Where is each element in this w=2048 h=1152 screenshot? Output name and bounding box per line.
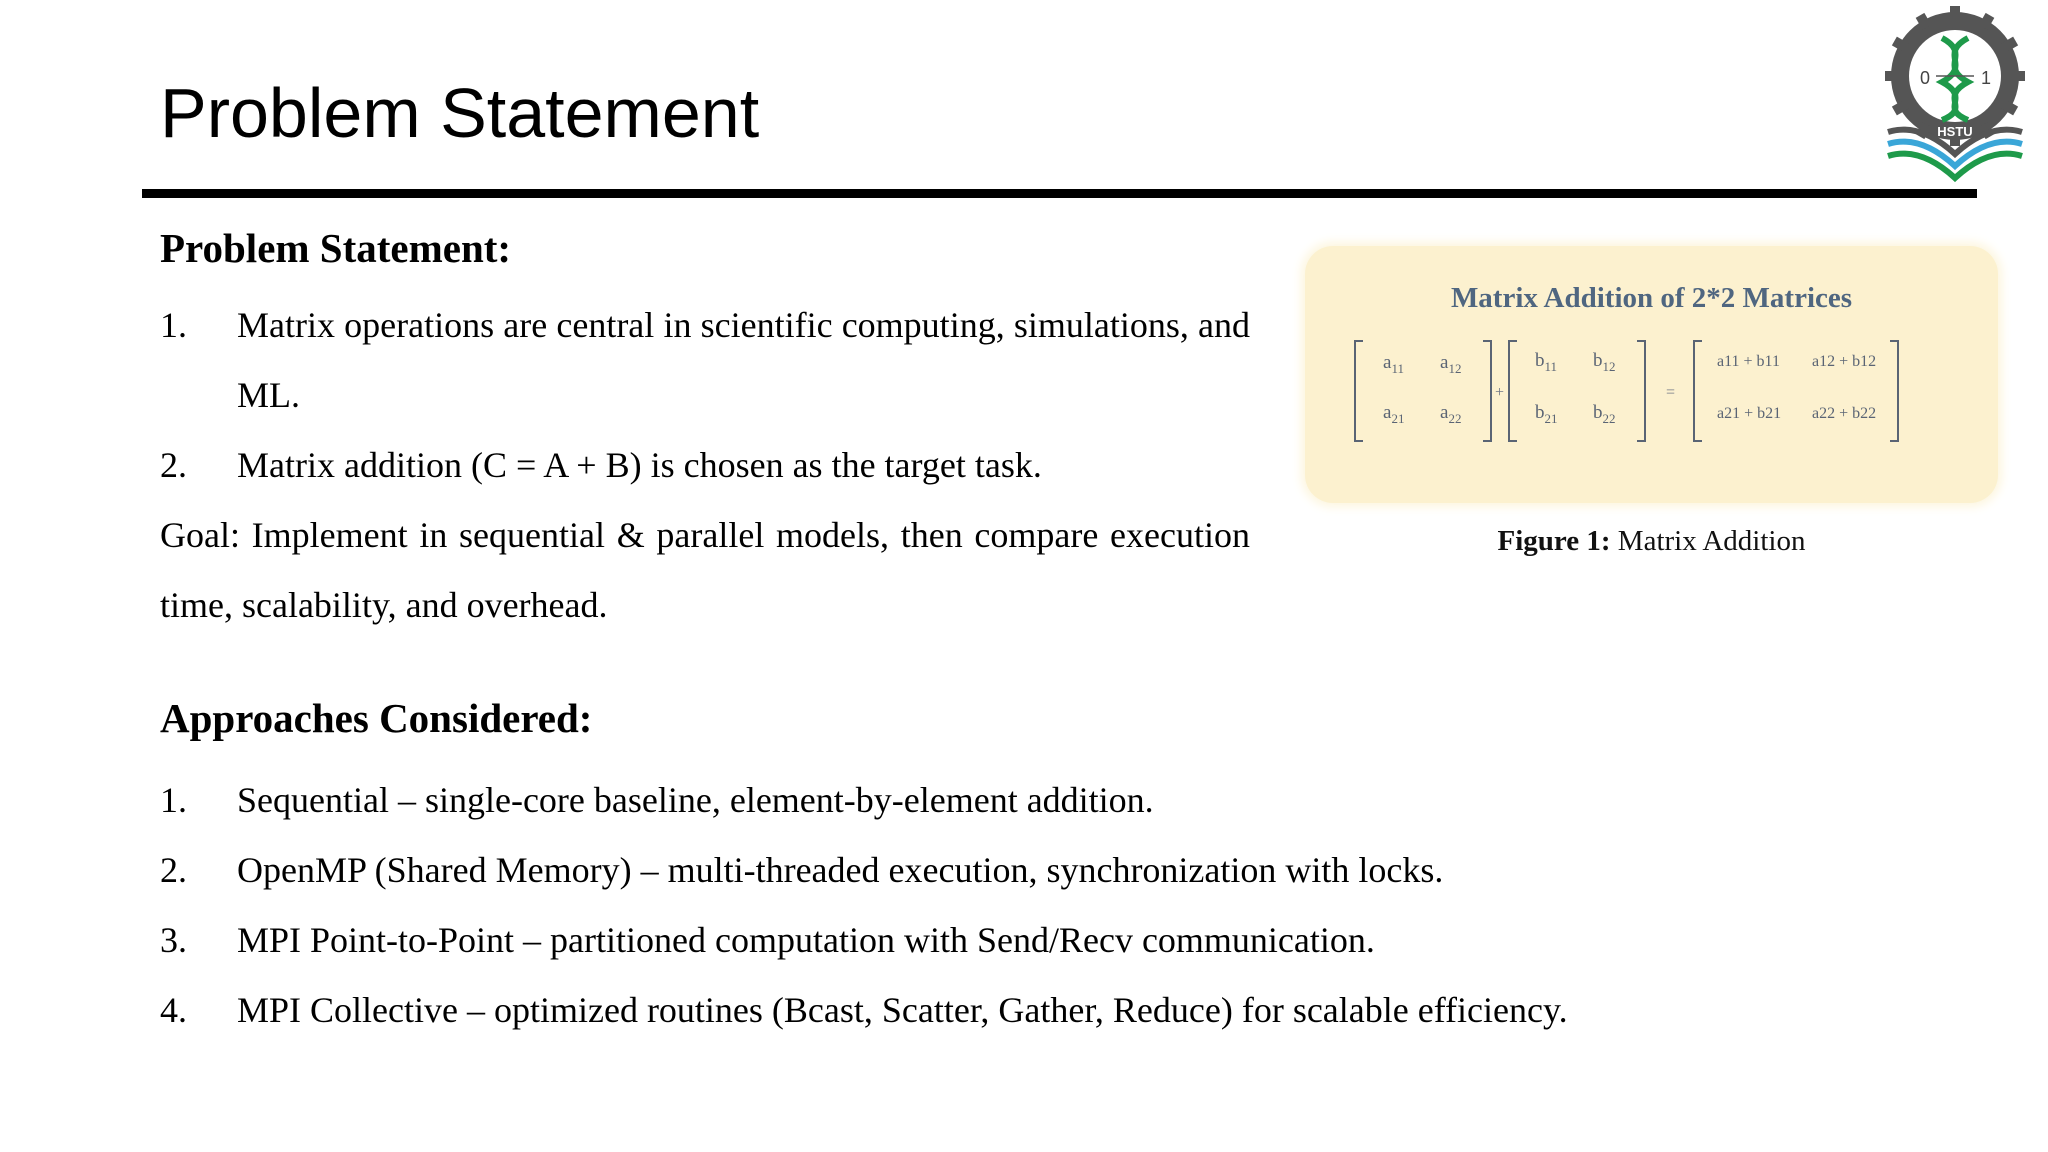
list-text: Sequential – single-core baseline, element-by-element addition.	[237, 780, 1154, 820]
list-text: OpenMP (Shared Memory) – multi-threaded execution, synchronization with locks.	[237, 850, 1444, 890]
matrix-b-cell: $b_{21}$	[1535, 402, 1558, 426]
result-cell: a22 + b22	[1812, 405, 1877, 422]
result-cell: a11 + b11	[1717, 353, 1780, 370]
matrix-a-cell: $a_{22}$	[1440, 402, 1462, 426]
list-item	[160, 905, 1810, 975]
matrix-b-cell: $b_{11}$	[1535, 350, 1558, 374]
logo-digit-left: 0	[1920, 68, 1931, 88]
list-item	[160, 975, 1810, 1045]
approaches-list	[160, 765, 1810, 1045]
problem-heading: Problem Statement:	[160, 225, 512, 271]
approaches-heading: Approaches Considered:	[160, 695, 593, 741]
figure-caption-text: Matrix Addition	[1610, 525, 1806, 557]
logo-digit-right: 1	[1981, 68, 1992, 88]
list-text: Matrix operations are central in scientific computing, simulations, and ML.	[237, 305, 1250, 415]
figure-caption	[1305, 525, 1998, 558]
list-number: 3.	[160, 920, 187, 960]
list-item	[160, 835, 1810, 905]
matrix-equation	[1305, 246, 1998, 503]
result-cell: a12 + b12	[1812, 353, 1877, 370]
figure-caption-label: Figure 1:	[1497, 525, 1611, 557]
university-logo	[1880, 4, 2030, 199]
slide-title: Problem Statement	[160, 74, 760, 152]
matrix-b-cell: $b_{12}$	[1593, 350, 1616, 374]
list-text: MPI Point-to-Point – partitioned computation with Send/Recv communication.	[237, 920, 1375, 960]
result-cell: a21 + b21	[1717, 405, 1782, 422]
matrix-b-cell: $b_{22}$	[1593, 402, 1616, 426]
equals-operator: =	[1666, 384, 1676, 401]
matrix-figure	[1305, 246, 1998, 503]
matrix-a-cell: $a_{21}$	[1383, 402, 1405, 426]
list-number: 4.	[160, 990, 187, 1030]
list-number: 1.	[160, 305, 187, 345]
list-item	[160, 765, 1810, 835]
list-item	[160, 430, 1250, 500]
logo-text: HSTU	[1937, 124, 1973, 139]
plus-operator: +	[1495, 384, 1505, 401]
figure-title: Matrix Addition of 2*2 Matrices	[1450, 282, 1853, 314]
matrix-a-cell: $a_{12}$	[1440, 352, 1462, 376]
list-number: 2.	[160, 850, 187, 890]
list-item	[160, 290, 1250, 430]
list-number: 2.	[160, 445, 187, 485]
matrix-a-cell: $a_{11}$	[1383, 352, 1404, 376]
list-number: 1.	[160, 780, 187, 820]
goal-text: Goal: Implement in sequential & parallel models, then compare execution time, scalability, and overhead.	[160, 515, 1250, 625]
title-divider	[142, 189, 1977, 198]
problem-list	[160, 290, 1250, 500]
list-text: MPI Collective – optimized routines (Bcast, Scatter, Gather, Reduce) for scalable efficiency.	[237, 990, 1568, 1030]
list-text: Matrix addition (C = A + B) is chosen as the target task.	[237, 445, 1042, 485]
